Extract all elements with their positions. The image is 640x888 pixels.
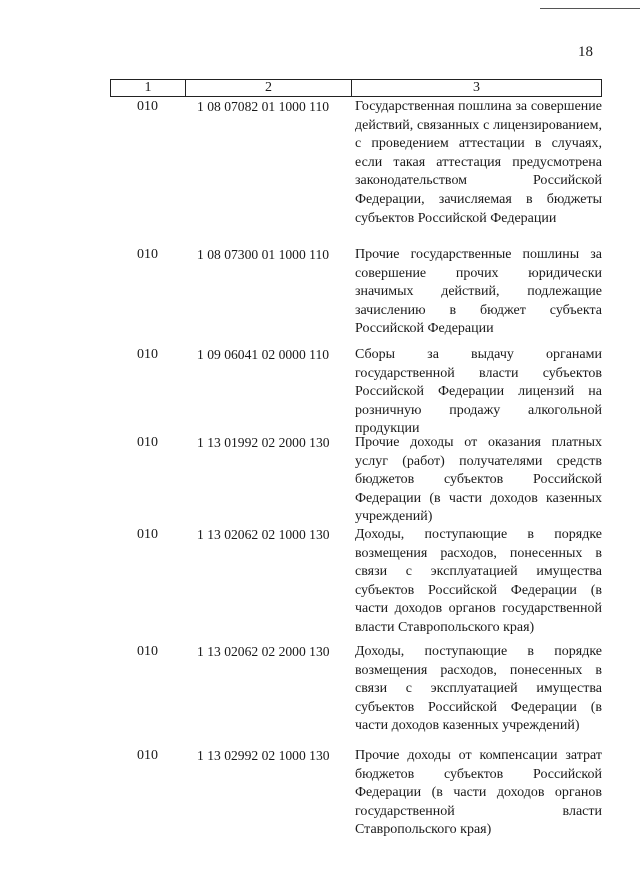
table-body — [110, 98, 602, 847]
budget-code: 1 09 06041 02 0000 110 — [197, 347, 330, 362]
admin-code: 010 — [137, 247, 158, 262]
description: Прочие доходы от оказания платных услуг (работ) получателями средств бюджетов субъектов Российской Федерации (в части доходов казенных учреждений) — [355, 435, 602, 525]
budget-code: 1 13 02992 02 1000 130 — [197, 748, 330, 763]
table-row — [110, 434, 602, 526]
description: Доходы, поступающие в порядке возмещения расходов, понесенных в связи с эксплуатацией имущества субъектов Российской Федерации (в части доходов органов государственной власти Ставропольского края) — [355, 527, 602, 635]
description: Доходы, поступающие в порядке возмещения расходов, понесенных в связи с эксплуатацией имущества субъектов Российской Федерации (в части доходов казенных учреждений) — [355, 644, 602, 734]
table-row — [110, 526, 602, 643]
page-number: 18 — [578, 44, 593, 60]
budget-code: 1 08 07300 01 1000 110 — [197, 247, 330, 262]
header-col-2: 2 — [186, 80, 352, 96]
admin-code: 010 — [137, 99, 158, 114]
budget-code: 1 13 01992 02 2000 130 — [197, 435, 330, 450]
admin-code: 010 — [137, 748, 158, 763]
admin-code: 010 — [137, 347, 158, 362]
table-row — [110, 98, 602, 246]
admin-code: 010 — [137, 435, 158, 450]
table-row — [110, 246, 602, 346]
admin-code: 010 — [137, 527, 158, 542]
table-row — [110, 643, 602, 747]
budget-code: 1 08 07082 01 1000 110 — [197, 99, 330, 114]
description: Прочие доходы от компенсации затрат бюджетов субъектов Российской Федерации (в части доходов органов государственной власти Ставропольского края) — [355, 748, 602, 838]
header-col-3: 3 — [473, 80, 480, 95]
table-row — [110, 747, 602, 847]
header-col-1: 1 — [111, 80, 186, 96]
table-header — [110, 79, 602, 97]
top-rule — [540, 8, 640, 9]
description: Сборы за выдачу органами государственной власти субъектов Российской Федерации лицензий на розничную продажу алкогольной продукции — [355, 347, 602, 437]
table-row — [110, 346, 602, 437]
budget-code: 1 13 02062 02 2000 130 — [197, 644, 330, 659]
budget-code: 1 13 02062 02 1000 130 — [197, 527, 330, 542]
description: Государственная пошлина за совершение действий, связанных с лицензированием, с проведением аттестации в случаях, если такая аттестация предусмотрена законодательством Российской Федерации, зачисляемая в бюджеты субъектов Российской Федерации — [355, 99, 602, 226]
admin-code: 010 — [137, 644, 158, 659]
description: Прочие государственные пошлины за совершение прочих юридически значимых действий, подлежащие зачислению в бюджет субъекта Российской Федерации — [355, 247, 602, 337]
